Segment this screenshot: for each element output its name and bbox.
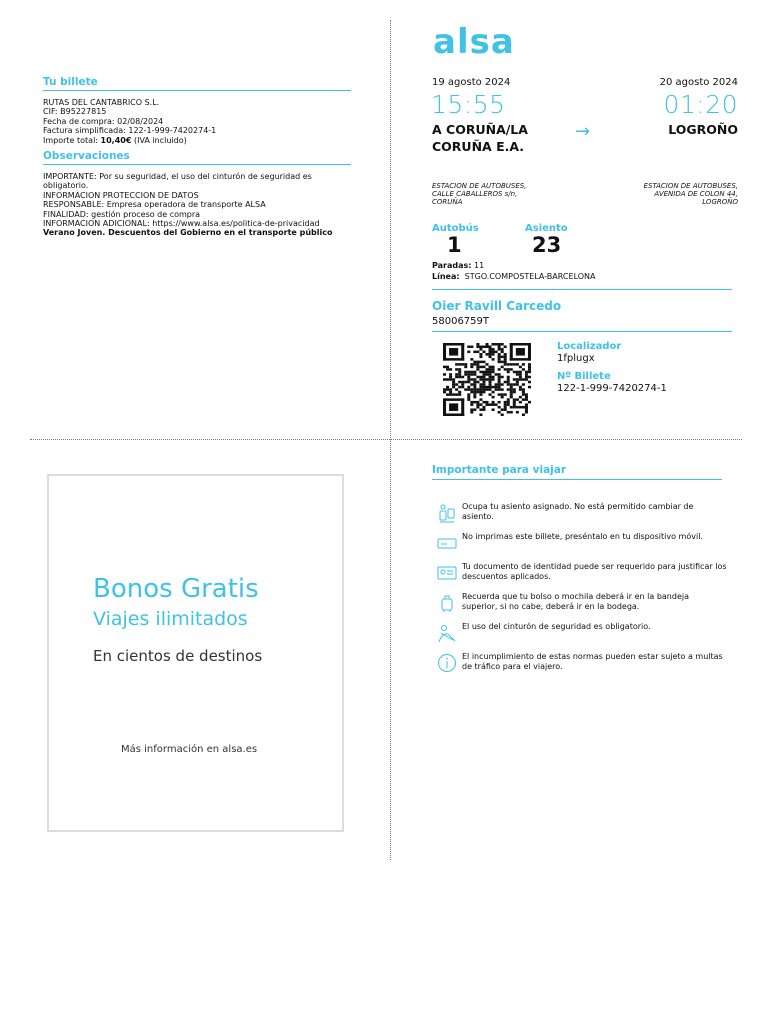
autobus-label: Autobús [432,223,479,234]
autobus-value: 1 [447,233,462,257]
obs-bold-line: Verano Joven. Descuentos del Gobierno en el transporte público [43,228,333,238]
info-item-luggage [436,592,727,614]
address-line: ESTACION DE AUTOBUSES, [643,182,738,190]
address-line: CORUÑA [432,198,463,207]
info-item-seatbelt [436,622,727,644]
info-text: Ocupa tu asiento asignado. No está permitido cambiar de asiento. [462,502,694,521]
arrow-right-icon: → [575,121,591,142]
billete-label: Nº Billete [557,371,611,382]
info-item-info [436,652,727,674]
alsa-logo: alsa [433,22,515,62]
asiento-value: 23 [532,233,562,257]
tu-billete-rule [43,90,351,91]
importante-rule [432,479,722,480]
info-text: Recuerda que tu bolso o mochila deberá ir en la bandeja superior, si no cabe, deberá ir en la bodega. [462,592,689,611]
seatbelt-icon [436,622,458,644]
company-name: RUTAS DEL CANTABRICO S.L. [43,98,160,107]
passenger-name: Oier Ravill Carcedo [432,299,562,313]
info-text: El uso del cinturón de seguridad es obligatorio. [462,622,651,631]
observaciones-text [43,172,363,238]
info-item-ticket [436,532,727,554]
ticket-rule [432,289,732,290]
passenger-rule [432,331,732,332]
origin-address [432,182,526,207]
linea-label: Línea: [432,272,460,281]
ticket-icon [436,532,458,554]
obs-line: RESPONSABLE: Empresa operadora de transporte ALSA [43,200,266,210]
promo-subtitle: Viajes ilimitados [93,608,248,630]
total-value: 10,40€ [100,135,132,145]
vertical-fold-line [390,20,391,860]
purchase-date: Fecha de compra: 02/08/2024 [43,116,164,126]
promo-more-info-link[interactable]: Más información en alsa.es [121,744,258,755]
importante-title: Importante para viajar [432,464,567,476]
address-line: ESTACION DE AUTOBUSES, [432,182,527,190]
obs-line: INFORMACION ADICIONAL: https://www.alsa.es/politica-de-privacidad [43,219,320,229]
purchase-details [43,98,353,145]
promo-box [47,474,344,832]
paradas-value: 11 [474,261,485,270]
promo-title: Bonos Gratis [93,574,259,604]
paradas-label: Paradas: [432,261,472,270]
origin-date: 19 agosto 2024 [432,77,511,88]
origin-city [432,121,528,155]
info-item-id [436,562,727,584]
linea [432,272,596,281]
cif: CIF: B95227815 [43,107,107,117]
billete-value: 122-1-999-7420274-1 [557,383,667,394]
obs-line: obligatorio. [43,181,89,191]
address-line: AVENIDA DE COLON 44, [654,190,738,199]
observaciones-rule [43,164,351,165]
info-text: No imprimas este billete, preséntalo en tu dispositivo móvil. [462,532,703,541]
localizador-value: 1fplugx [557,353,595,364]
address-line: CALLE CABALLEROS s/n, [432,190,518,199]
localizador-label: Localizador [557,341,622,352]
info-icon [436,652,458,674]
seat-icon [436,502,458,524]
info-text: Tu documento de identidad puede ser requerido para justificar los descuentos aplicados. [462,562,727,581]
obs-line: INFORMACION PROTECCION DE DATOS [43,190,199,200]
destination-city: LOGROÑO [668,122,738,137]
id-card-icon [436,562,458,584]
destination-date: 20 agosto 2024 [659,77,738,88]
total-suffix: (IVA incluido) [131,135,187,145]
origin-city-line: CORUÑA E.A. [432,139,525,154]
qr-code-icon [443,343,531,416]
promo-tagline: En cientos de destinos [93,647,263,665]
origin-city-line: A CORUÑA/LA [432,122,528,137]
paradas [432,261,484,270]
asiento-label: Asiento [525,223,568,234]
arrival-time: 01:20 [663,90,738,119]
passenger-id: 58006759T [432,316,490,327]
destination-address [644,182,738,207]
total-amount [43,136,353,145]
luggage-icon [436,592,458,614]
departure-time: 15:55 [431,90,506,119]
invoice-number: Factura simplificada: 122-1-999-7420274-1 [43,126,217,136]
info-text: El incumplimiento de estas normas pueden estar sujeto a multas de tráfico para el viajero. [462,652,723,671]
obs-line: IMPORTANTE: Por su seguridad, el uso del cinturón de seguridad es [43,172,312,181]
tu-billete-title: Tu billete [43,76,98,88]
address-line: LOGROÑO [702,198,738,207]
horizontal-fold-line [30,439,742,440]
observaciones-title: Observaciones [43,150,130,162]
obs-line: FINALIDAD: gestión proceso de compra [43,209,201,219]
info-item-seat [436,502,727,524]
total-label: Importe total: [43,135,101,145]
linea-value: STGO.COMPOSTELA-BARCELONA [464,272,596,281]
